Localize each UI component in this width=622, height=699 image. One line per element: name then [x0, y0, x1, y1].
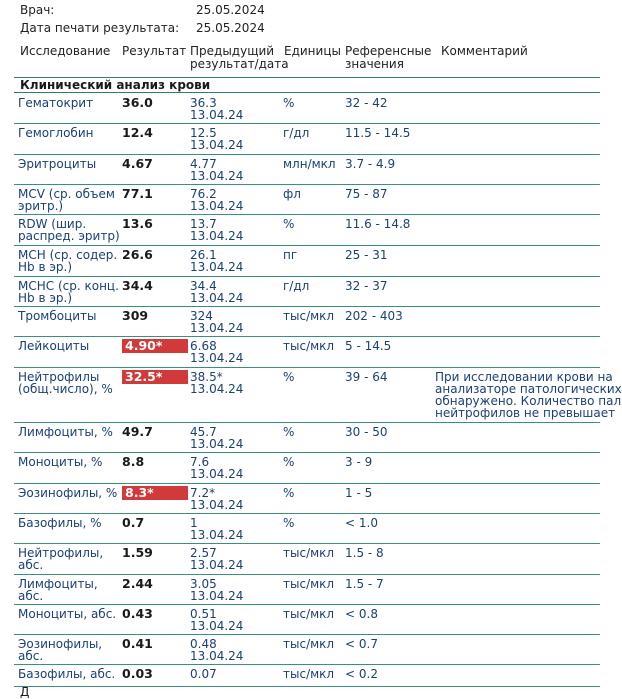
previous-value: 0.48: [190, 637, 217, 651]
previous-result: [190, 487, 243, 511]
flagged-result: 8.3*: [122, 486, 188, 500]
reference-range: < 0.7: [345, 637, 378, 651]
reference-range: 3 - 9: [345, 455, 373, 469]
test-result: 0.41: [122, 636, 153, 651]
meta-doctor: [20, 3, 600, 18]
table-row: [14, 155, 600, 185]
test-result: 0.43: [122, 606, 153, 621]
table-row: [14, 215, 600, 246]
test-result: 309: [122, 308, 149, 323]
table-row: [14, 423, 600, 453]
section-title: Клинический анализ крови: [14, 77, 600, 93]
reference-range: 3.7 - 4.9: [345, 157, 396, 171]
unit: %: [283, 217, 295, 231]
header-ref-2: значения: [345, 57, 404, 71]
meta-print-date: [20, 21, 600, 36]
previous-value: 13.7: [190, 217, 217, 231]
test-name: Моноциты, абс.: [18, 607, 117, 621]
table-row: [14, 605, 600, 635]
previous-date: 13.04.24: [190, 260, 244, 274]
comment-line: анализаторе патологических: [435, 382, 622, 396]
header-units: Единицы: [284, 44, 341, 58]
footer-text: Д: [20, 685, 30, 699]
previous-result: [190, 127, 243, 151]
reference-range: 11.6 - 14.8: [345, 217, 411, 231]
header-comment: Комментарий: [441, 44, 528, 58]
header-study: Исследование: [20, 44, 111, 58]
doctor-label: Врач:: [20, 3, 55, 17]
unit: %: [283, 455, 295, 469]
test-name: Гематокрит: [18, 96, 94, 110]
print-date-label: Дата печати результата:: [20, 21, 180, 35]
unit: тыс/мкл: [283, 667, 335, 681]
previous-result: [190, 371, 243, 395]
table-row: [14, 185, 600, 215]
previous-result: [190, 310, 243, 334]
header-ref-1: Референсные: [345, 44, 432, 58]
test-result: 0.03: [122, 666, 153, 681]
header-prev-2: результат/дата: [190, 57, 289, 71]
previous-result: [190, 280, 243, 304]
previous-date: 13.04.24: [190, 437, 244, 451]
previous-result: [190, 249, 243, 273]
reference-range: 5 - 14.5: [345, 339, 392, 353]
reference-range: 75 - 87: [345, 187, 388, 201]
previous-result: [190, 547, 243, 571]
reference-range: 30 - 50: [345, 425, 388, 439]
test-result: 4.67: [122, 156, 153, 171]
unit: тыс/мкл: [283, 607, 335, 621]
test-result: 26.6: [122, 247, 153, 262]
reference-range: 1 - 5: [345, 486, 373, 500]
unit: %: [283, 370, 295, 384]
previous-result: [190, 426, 243, 450]
test-result: 12.4: [122, 125, 153, 140]
print-date-value: 25.05.2024: [196, 21, 265, 35]
test-result: 13.6: [122, 216, 153, 231]
unit: пг: [283, 248, 298, 262]
table-row: [14, 124, 600, 155]
table-row: [14, 368, 622, 423]
previous-result: [190, 188, 243, 212]
previous-result: [190, 578, 243, 602]
reference-range: 39 - 64: [345, 370, 388, 384]
test-name: Эозинофилы, абс.: [18, 637, 103, 663]
test-name: Базофилы, %: [18, 516, 102, 530]
previous-result: [190, 97, 243, 121]
previous-value: 45.7: [190, 425, 217, 439]
test-name: Базофилы, абс.: [18, 667, 116, 681]
previous-date: 13.04.24: [190, 467, 244, 481]
previous-value: 0.51: [190, 607, 217, 621]
previous-date: 13.04.24: [190, 351, 244, 365]
flagged-result: 4.90*: [122, 339, 188, 353]
unit: г/дл: [283, 279, 310, 293]
previous-result: [190, 340, 243, 364]
reference-range: 202 - 403: [345, 309, 403, 323]
test-name: MCH (ср. содер. Hb в эр.): [18, 248, 118, 274]
previous-date: 13.04.24: [190, 649, 244, 663]
unit: тыс/мкл: [283, 546, 335, 560]
comment-line: При исследовании крови на: [435, 370, 613, 384]
previous-value: 12.5: [190, 126, 217, 140]
header-prev-1: Предыдущий: [190, 44, 275, 58]
header-result: Результат: [122, 44, 187, 58]
previous-result: [190, 456, 243, 480]
previous-value: 4.77: [190, 157, 217, 171]
reference-range: 25 - 31: [345, 248, 388, 262]
previous-date: 13.04.24: [190, 229, 244, 243]
previous-date: 13.04.24: [190, 199, 244, 213]
flagged-result: 32.5*: [122, 370, 188, 384]
test-name: Тромбоциты: [18, 309, 97, 323]
test-name: Гемоглобин: [18, 126, 94, 140]
reference-range: 1.5 - 8: [345, 546, 384, 560]
previous-value: 1: [190, 516, 198, 530]
table-row: [14, 307, 600, 337]
test-name: Эритроциты: [18, 157, 97, 171]
unit: г/дл: [283, 126, 310, 140]
doctor-value: 25.05.2024: [196, 3, 265, 17]
unit: тыс/мкл: [283, 577, 335, 591]
previous-result: [190, 218, 243, 242]
previous-value: 6.68: [190, 339, 217, 353]
previous-date: 13.04.24: [190, 382, 244, 396]
test-name: Лейкоциты: [18, 339, 90, 353]
previous-value: 7.2*: [190, 486, 216, 500]
reference-range: 1.5 - 7: [345, 577, 384, 591]
table-row: [14, 575, 600, 605]
previous-date: 13.04.24: [190, 498, 244, 512]
unit: %: [283, 96, 295, 110]
previous-value: 36.3: [190, 96, 217, 110]
table-row: [14, 544, 600, 575]
previous-result: [190, 608, 243, 632]
test-result: 0.7: [122, 515, 145, 530]
test-result: 77.1: [122, 186, 153, 201]
unit: %: [283, 486, 295, 500]
previous-date: 13.04.24: [190, 619, 244, 633]
test-name: Моноциты, %: [18, 455, 103, 469]
previous-date: 13.04.24: [190, 291, 244, 305]
test-result: 34.4: [122, 278, 153, 293]
previous-value: 76.2: [190, 187, 217, 201]
test-name: Лимфоциты, абс.: [18, 577, 98, 603]
table-row: [14, 94, 600, 124]
test-name: Нейтрофилы, абс.: [18, 546, 104, 572]
unit: тыс/мкл: [283, 309, 335, 323]
reference-range: < 1.0: [345, 516, 378, 530]
table-row: [14, 484, 600, 514]
previous-value: 26.1: [190, 248, 217, 262]
table-row: [14, 453, 600, 484]
previous-date: 13.04.24: [190, 528, 244, 542]
comment-line: обнаружено. Количество пал: [435, 394, 622, 408]
test-result: 8.8: [122, 454, 145, 469]
unit: тыс/мкл: [283, 339, 335, 353]
table-row: [14, 665, 600, 687]
comment-line: нейтрофилов не превышает: [435, 406, 616, 420]
previous-value: 7.6: [190, 455, 210, 469]
reference-range: < 0.2: [345, 667, 378, 681]
reference-range: 32 - 37: [345, 279, 388, 293]
unit: %: [283, 516, 295, 530]
test-result: 2.44: [122, 576, 153, 591]
test-name: RDW (шир. распред. эритр): [18, 217, 120, 243]
table-row: [14, 277, 600, 307]
test-name: MCHC (ср. конц. Hb в эр.): [18, 279, 119, 305]
previous-value: 324: [190, 309, 213, 323]
test-result: 1.59: [122, 545, 153, 560]
unit: тыс/мкл: [283, 637, 335, 651]
previous-value: 0.07: [190, 667, 217, 681]
previous-value: 34.4: [190, 279, 217, 293]
unit: %: [283, 425, 295, 439]
previous-result: [190, 517, 243, 541]
test-name: Лимфоциты, %: [18, 425, 113, 439]
previous-date: 13.04.24: [190, 589, 244, 603]
table-row: [14, 635, 600, 665]
previous-date: 13.04.24: [190, 108, 244, 122]
previous-date: 13.04.24: [190, 321, 244, 335]
previous-date: 13.04.24: [190, 169, 244, 183]
unit: фл: [283, 187, 301, 201]
comment: [435, 371, 622, 419]
previous-result: [190, 668, 217, 680]
unit: млн/мкл: [283, 157, 336, 171]
previous-result: [190, 638, 243, 662]
table-row: [14, 514, 600, 544]
previous-date: 13.04.24: [190, 558, 244, 572]
test-result: 36.0: [122, 95, 153, 110]
test-name: MCV (ср. объем эритр.): [18, 187, 115, 213]
test-name: Эозинофилы, %: [18, 486, 118, 500]
table-row: [14, 337, 600, 368]
previous-value: 2.57: [190, 546, 217, 560]
previous-result: [190, 158, 243, 182]
table-row: [14, 246, 600, 277]
reference-range: 11.5 - 14.5: [345, 126, 411, 140]
reference-range: < 0.8: [345, 607, 378, 621]
previous-value: 38.5*: [190, 370, 223, 384]
test-name: Нейтрофилы (общ.число), %: [18, 370, 113, 396]
previous-date: 13.04.24: [190, 138, 244, 152]
test-result: 49.7: [122, 424, 153, 439]
previous-value: 3.05: [190, 577, 217, 591]
reference-range: 32 - 42: [345, 96, 388, 110]
